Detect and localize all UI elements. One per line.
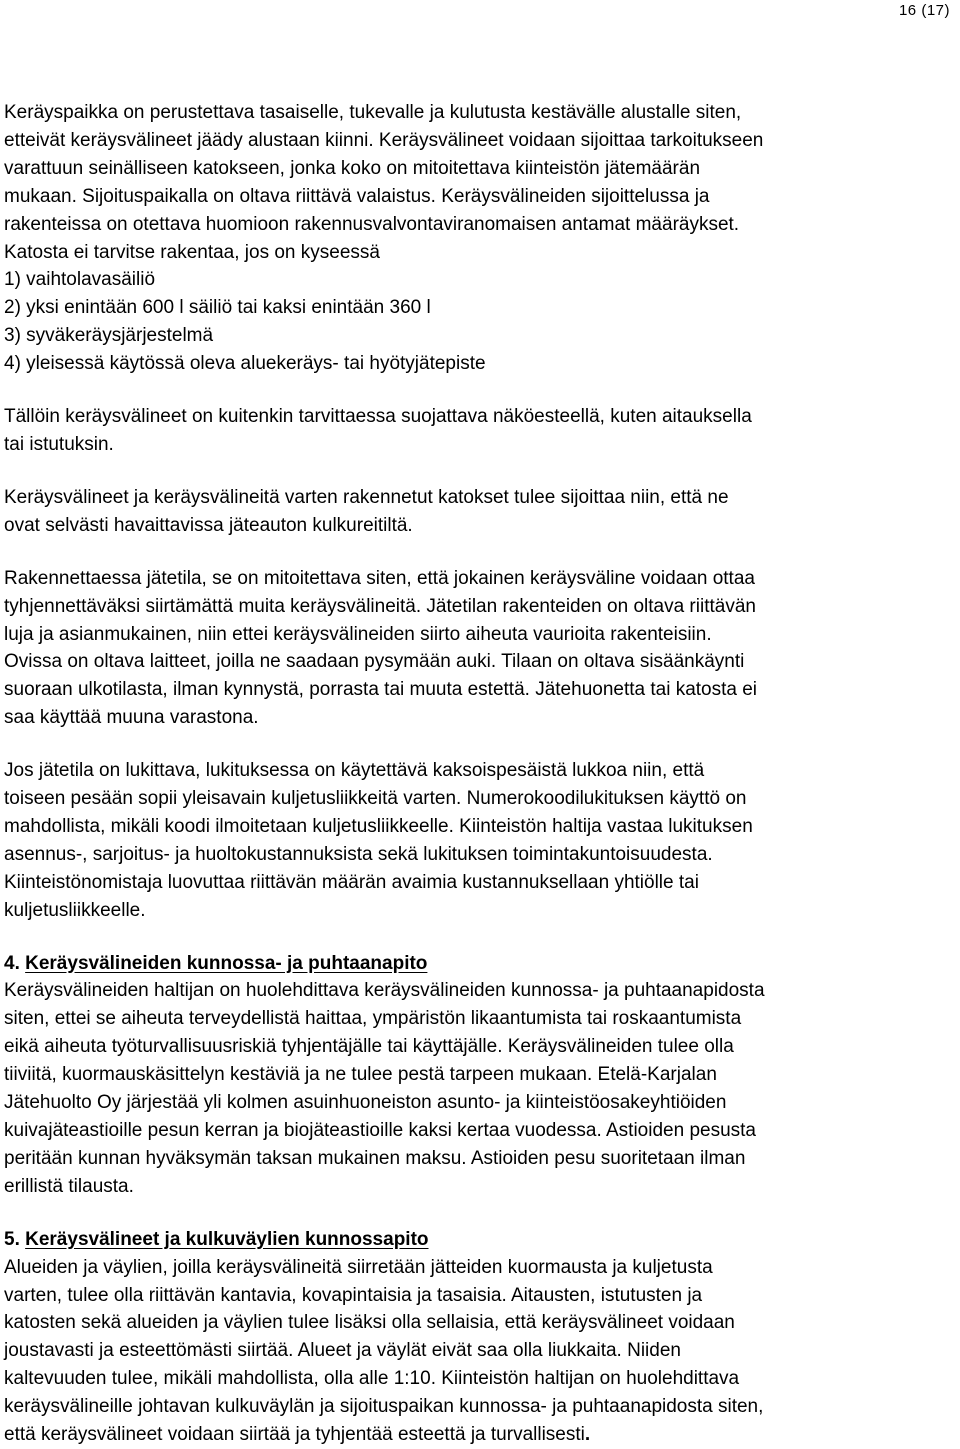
text-line: suoraan ulkotilasta, ilman kynnystä, porrasta tai muuta estettä. Jätehuonetta tai katosta ei [4, 679, 758, 701]
text-line: eikä aiheuta työturvallisuusriskiä tyhjentäjälle tai käyttäjälle. Keräysvälineiden tulee olla [4, 1036, 734, 1058]
text-line: joustavasti ja esteettömästi siirtää. Alueet ja väylät eivät saa olla liukkaita. Niiden [4, 1340, 681, 1362]
text-line: toiseen pesään sopii yleisavain kuljetusliikkeitä varten. Numerokoodilukituksen käyttö on [4, 788, 747, 810]
text-line: Jätehuolto Oy järjestää yli kolmen asuinhuoneiston asunto- ja kiinteistöosakeyhtiöiden [4, 1092, 727, 1114]
text-line: varattuun seinälliseen katokseen, jonka koko on mitoitettava kiinteistön jätemäärän [4, 157, 701, 179]
section-4 [4, 950, 952, 1201]
text-line: rakenteissa on otettava huomioon rakennusvalvontaviranomaisen antamat määräykset. [4, 213, 740, 235]
text-line: katosten sekä alueiden ja väylien tulee lisäksi olla sellaisia, että keräysvälineet voidaan [4, 1312, 735, 1334]
text-line: kuivajäteastioille pesun kerran ja biojäteastioille kaksi kertaa vuodessa. Astioiden pesusta [4, 1120, 756, 1141]
text-line: Keräyspaikka on perustettava tasaiselle, tukevalle ja kulutusta kestävälle alustalle siten, [4, 102, 742, 123]
text-line: peritään kunnan hyväksymän taksan mukainen maksu. Astioiden pesu suoritetaan ilman [4, 1147, 746, 1169]
paragraph-locking [4, 757, 952, 924]
section-number: 4. [4, 952, 26, 974]
section-title: Keräysvälineet ja kulkuväylien kunnossapito [25, 1228, 429, 1250]
text-line: tai istutuksin. [4, 433, 114, 455]
text-line: ovat selvästi havaittavissa jäteauton kulkureitiltä. [4, 514, 413, 536]
text-line: Tällöin keräysvälineet on kuitenkin tarvittaessa suojattava näköesteellä, kuten aitauksella [4, 406, 752, 428]
text-line: tyhjennettäväksi siirtämättä muita keräysvälineitä. Jätetilan rakenteiden on oltava riittävän [4, 595, 756, 617]
list-item: 4) yleisessä käytössä oleva aluekeräys- tai hyötyjätepiste [4, 353, 486, 375]
final-period: . [584, 1424, 591, 1446]
text-line: mukaan. Sijoituspaikalla on oltava riittävä valaistus. Keräysvälineiden sijoittelussa ja [4, 185, 710, 207]
section-heading [4, 950, 952, 978]
paragraph-visibility [4, 484, 952, 540]
list-item: 1) vaihtolavasäiliö [4, 269, 156, 291]
text-line: tiiviitä, kuormauskäsittelyn kestäviä ja ne tulee pestä tarpeen mukaan. Etelä-Karjalan [4, 1064, 717, 1086]
text-line: siten, ettei se aiheuta terveydellistä haittaa, ympäristön likaantumista tai roskaantumista [4, 1008, 742, 1030]
text-line: asennus-, sarjoitus- ja huoltokustannuksista sekä lukituksen toimintakuntoisuudesta. [4, 843, 713, 865]
paragraph-waste-room [4, 565, 952, 732]
section-title: Keräysvälineiden kunnossa- ja puhtaanapito [25, 952, 428, 974]
text-line: erillistä tilausta. [4, 1175, 134, 1197]
text-line: Alueiden ja väylien, joilla keräysvälineitä siirretään jätteiden kuormausta ja kuljetusta [4, 1256, 713, 1278]
paragraph-screening [4, 403, 952, 459]
text-line: luja ja asianmukainen, niin ettei keräysvälineiden siirto aiheuta vaurioita rakenteisiin. [4, 623, 712, 645]
section-heading [4, 1226, 952, 1254]
text-line: etteivät keräysvälineet jäädy alustaan kiinni. Keräysvälineet voidaan sijoittaa tarkoitukseen [4, 129, 764, 151]
text-line: Kiinteistönomistaja luovuttaa riittävän määrän avaimia kustannuksellaan yhtiölle tai [4, 871, 699, 893]
page-number: 16 (17) [898, 2, 950, 19]
text-line: keräysvälineille johtavan kulkuväylän ja sijoituspaikan kunnossa- ja puhtaanapidosta siten, [4, 1396, 764, 1418]
text-line: kuljetusliikkeelle. [4, 899, 146, 921]
text-line: kaltevuuden tulee, mikäli mahdollista, olla alle 1:10. Kiinteistön haltijan on huolehdittava [4, 1368, 740, 1390]
text-line: Katosta ei tarvitse rakentaa, jos on kyseessä [4, 241, 380, 263]
text-line: Rakennettaessa jätetila, se on mitoitettava siten, että jokainen keräysväline voidaan ottaa [4, 567, 755, 589]
text-line: Keräysvälineiden haltijan on huolehdittava keräysvälineiden kunnossa- ja puhtaanapidosta [4, 980, 765, 1002]
text-line-last [4, 1421, 952, 1449]
list-item: 3) syväkeräysjärjestelmä [4, 325, 214, 347]
section-5 [4, 1226, 952, 1449]
text-line: Ovissa on oltava laitteet, joilla ne saadaan pysymään auki. Tilaan on oltava sisäänkäynti [4, 651, 745, 673]
text-line: varten, tulee olla riittävän kantavia, kovapintaisia ja tasaisia. Aitausten, istutusten ja [4, 1284, 703, 1306]
text-line: mahdollista, mikäli koodi ilmoitetaan kuljetusliikkeelle. Kiinteistön haltija vastaa lukituksen [4, 815, 753, 837]
list-item: 2) yksi enintään 600 l säiliö tai kaksi enintään 360 l [4, 297, 431, 319]
text-line: Keräysvälineet ja keräysvälineitä varten rakennetut katokset tulee sijoittaa niin, että ne [4, 486, 729, 508]
paragraph-waste-point-base [4, 99, 952, 378]
section-number: 5. [4, 1228, 26, 1250]
text-line: Jos jätetila on lukittava, lukituksessa on käytettävä kaksoispesäistä lukkoa niin, että [4, 760, 705, 782]
text-line: saa käyttää muuna varastona. [4, 707, 259, 729]
document-body [4, 99, 952, 1449]
text-fragment: että keräysvälineet voidaan siirtää ja tyhjentää esteettä ja turvallisesti [4, 1424, 585, 1446]
